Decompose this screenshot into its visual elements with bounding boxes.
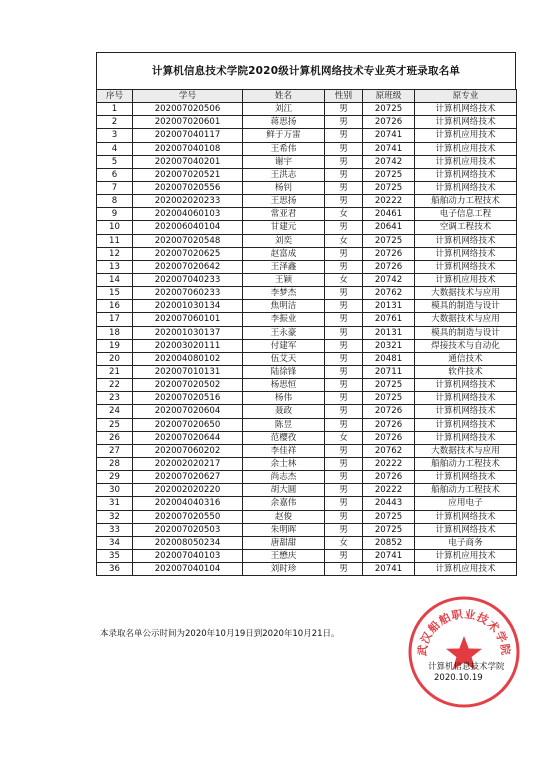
cell-index: 34 [97,536,133,549]
cell-student-id: 202007020506 [133,103,243,116]
cell-original-class: 20725 [363,510,415,523]
cell-gender: 男 [325,523,363,536]
cell-original-class: 20725 [363,168,415,181]
table-row [97,273,517,286]
cell-original-major: 计算机网络技术 [415,168,517,181]
cell-index: 6 [97,168,133,181]
cell-original-major: 计算机网络技术 [415,103,517,116]
cell-gender: 女 [325,234,363,247]
table-row [97,168,517,181]
cell-gender: 男 [325,365,363,378]
cell-index: 21 [97,365,133,378]
cell-student-id: 202007020627 [133,471,243,484]
cell-gender: 男 [325,116,363,129]
cell-original-major: 计算机网络技术 [415,392,517,405]
cell-original-major: 计算机网络技术 [415,471,517,484]
cell-original-class: 20222 [363,195,415,208]
cell-student-id: 202004080102 [133,352,243,365]
signature-block [428,662,505,684]
header-original-major: 原专业 [415,90,517,103]
cell-original-major: 模具的制造与设计 [415,300,517,313]
cell-name: 谢宇 [243,155,325,168]
cell-name: 李佳祥 [243,444,325,457]
cell-original-class: 20461 [363,208,415,221]
cell-original-major: 船舶动力工程技术 [415,457,517,470]
cell-gender: 男 [325,326,363,339]
header-student-id: 学号 [133,90,243,103]
table-row [97,142,517,155]
cell-original-class: 20761 [363,313,415,326]
cell-index: 11 [97,234,133,247]
table-row [97,129,517,142]
header-index: 序号 [97,90,133,103]
cell-original-class: 20711 [363,365,415,378]
cell-index: 24 [97,405,133,418]
cell-student-id: 202007040233 [133,273,243,286]
cell-original-class: 20443 [363,497,415,510]
cell-original-major: 计算机应用技术 [415,549,517,562]
cell-name: 余士林 [243,457,325,470]
cell-original-major: 通信技术 [415,352,517,365]
cell-original-major: 应用电子 [415,497,517,510]
cell-gender: 男 [325,471,363,484]
document-title: 计算机信息技术学院2020级计算机网络技术专业英才班录取名单 [96,52,516,89]
table-row [97,392,517,405]
cell-original-class: 20725 [363,523,415,536]
cell-original-class: 20725 [363,379,415,392]
cell-gender: 男 [325,405,363,418]
cell-name: 焦明洁 [243,300,325,313]
cell-gender: 男 [325,549,363,562]
cell-name: 杨伟 [243,392,325,405]
cell-name: 朱明晖 [243,523,325,536]
cell-student-id: 202007040103 [133,549,243,562]
cell-original-class: 20222 [363,457,415,470]
cell-original-major: 计算机网络技术 [415,418,517,431]
cell-original-class: 20725 [363,103,415,116]
cell-name: 甘建元 [243,221,325,234]
table-row [97,536,517,549]
cell-original-major: 软件技术 [415,365,517,378]
table-row [97,444,517,457]
table-row [97,471,517,484]
cell-index: 19 [97,339,133,352]
cell-student-id: 202007020625 [133,247,243,260]
cell-name: 王懋庆 [243,549,325,562]
cell-original-major: 计算机网络技术 [415,234,517,247]
cell-gender: 男 [325,352,363,365]
table-header-row [97,90,517,103]
notice-text: 本录取名单公示时间为2020年10月19日到2020年10月21日。 [100,629,340,639]
header-original-class: 原班级 [363,90,415,103]
cell-original-class: 20726 [363,247,415,260]
cell-student-id: 202007060202 [133,444,243,457]
cell-original-class: 20726 [363,431,415,444]
cell-gender: 男 [325,444,363,457]
cell-index: 12 [97,247,133,260]
cell-student-id: 202007020521 [133,168,243,181]
cell-index: 30 [97,484,133,497]
cell-original-class: 20741 [363,563,415,576]
cell-original-class: 20726 [363,405,415,418]
cell-student-id: 202007020548 [133,234,243,247]
cell-gender: 男 [325,103,363,116]
cell-gender: 男 [325,287,363,300]
cell-original-class: 20762 [363,444,415,457]
cell-name: 刘江 [243,103,325,116]
cell-index: 3 [97,129,133,142]
cell-index: 36 [97,563,133,576]
cell-original-class: 20726 [363,260,415,273]
table-row [97,195,517,208]
cell-student-id: 202007020642 [133,260,243,273]
cell-student-id: 202007020604 [133,405,243,418]
cell-original-major: 焊接技术与自动化 [415,339,517,352]
cell-name: 胡大圆 [243,484,325,497]
table-row [97,549,517,562]
cell-gender: 男 [325,497,363,510]
cell-name: 聂政 [243,405,325,418]
table-row [97,103,517,116]
cell-name: 余嘉伟 [243,497,325,510]
cell-original-major: 计算机网络技术 [415,405,517,418]
cell-student-id: 202001030134 [133,300,243,313]
cell-index: 35 [97,549,133,562]
cell-gender: 男 [325,510,363,523]
table-row [97,247,517,260]
cell-name: 伍艾天 [243,352,325,365]
cell-gender: 男 [325,379,363,392]
cell-gender: 男 [325,181,363,194]
table-row [97,523,517,536]
cell-student-id: 202007060233 [133,287,243,300]
table-row [97,457,517,470]
cell-index: 22 [97,379,133,392]
cell-index: 16 [97,300,133,313]
cell-index: 2 [97,116,133,129]
cell-original-major: 空调工程技术 [415,221,517,234]
cell-name: 李梦杰 [243,287,325,300]
cell-original-major: 电子信息工程 [415,208,517,221]
table-row [97,431,517,444]
cell-original-class: 20725 [363,181,415,194]
table-row [97,405,517,418]
cell-name: 王泽鑫 [243,260,325,273]
cell-index: 23 [97,392,133,405]
cell-student-id: 202007020556 [133,181,243,194]
table-row [97,352,517,365]
cell-original-class: 20641 [363,221,415,234]
table-row [97,181,517,194]
cell-student-id: 202007040108 [133,142,243,155]
cell-name: 王希伟 [243,142,325,155]
table-row [97,208,517,221]
cell-student-id: 202002020220 [133,484,243,497]
admission-table [96,89,517,576]
seal-text: 武汉船舶职业技术学院 [415,607,513,657]
cell-name: 杨思恒 [243,379,325,392]
cell-gender: 男 [325,142,363,155]
cell-original-major: 大数据技术与应用 [415,313,517,326]
cell-name: 常亚君 [243,208,325,221]
cell-student-id: 202002020217 [133,457,243,470]
cell-name: 赵俊 [243,510,325,523]
signature-dept: 计算机信息技术学院 [428,662,505,672]
cell-original-major: 计算机网络技术 [415,116,517,129]
cell-original-class: 20741 [363,549,415,562]
cell-name: 王永豪 [243,326,325,339]
cell-index: 31 [97,497,133,510]
cell-name: 李振业 [243,313,325,326]
cell-gender: 男 [325,168,363,181]
cell-index: 29 [97,471,133,484]
cell-student-id: 202007020644 [133,431,243,444]
cell-student-id: 202002020233 [133,195,243,208]
cell-student-id: 202001030137 [133,326,243,339]
official-seal [404,592,524,712]
cell-original-class: 20726 [363,418,415,431]
cell-original-major: 模具的制造与设计 [415,326,517,339]
table-row [97,287,517,300]
cell-student-id: 202004060103 [133,208,243,221]
cell-gender: 男 [325,247,363,260]
table-row [97,326,517,339]
cell-original-class: 20131 [363,300,415,313]
cell-original-major: 计算机应用技术 [415,155,517,168]
cell-original-class: 20726 [363,471,415,484]
cell-original-major: 计算机应用技术 [415,563,517,576]
cell-student-id: 202007020650 [133,418,243,431]
cell-gender: 女 [325,273,363,286]
cell-original-class: 20481 [363,352,415,365]
cell-index: 28 [97,457,133,470]
cell-index: 14 [97,273,133,286]
table-row [97,563,517,576]
admission-sheet [96,52,516,576]
cell-index: 20 [97,352,133,365]
cell-index: 8 [97,195,133,208]
cell-original-class: 20321 [363,339,415,352]
table-row [97,418,517,431]
cell-name: 王颖 [243,273,325,286]
table-row [97,484,517,497]
cell-name: 尚志杰 [243,471,325,484]
cell-name: 陈昱 [243,418,325,431]
table-row [97,510,517,523]
cell-name: 王思扬 [243,195,325,208]
table-row [97,221,517,234]
cell-index: 5 [97,155,133,168]
table-row [97,300,517,313]
cell-original-major: 计算机应用技术 [415,129,517,142]
cell-index: 32 [97,510,133,523]
cell-original-class: 20725 [363,234,415,247]
cell-name: 杨钊 [243,181,325,194]
cell-student-id: 202007010131 [133,365,243,378]
cell-original-major: 计算机网络技术 [415,247,517,260]
cell-gender: 女 [325,536,363,549]
cell-student-id: 202007020503 [133,523,243,536]
cell-index: 17 [97,313,133,326]
table-row [97,155,517,168]
cell-gender: 男 [325,300,363,313]
cell-student-id: 202003020111 [133,339,243,352]
cell-original-major: 计算机应用技术 [415,273,517,286]
cell-original-class: 20742 [363,273,415,286]
cell-original-major: 船舶动力工程技术 [415,195,517,208]
table-row [97,339,517,352]
cell-gender: 女 [325,208,363,221]
cell-original-major: 大数据技术与应用 [415,287,517,300]
cell-student-id: 202007020516 [133,392,243,405]
header-name: 姓名 [243,90,325,103]
cell-student-id: 202007020502 [133,379,243,392]
table-row [97,379,517,392]
cell-name: 唐甜甜 [243,536,325,549]
cell-gender: 男 [325,313,363,326]
cell-gender: 男 [325,260,363,273]
header-gender: 性别 [325,90,363,103]
cell-original-class: 20762 [363,287,415,300]
cell-index: 7 [97,181,133,194]
cell-gender: 男 [325,221,363,234]
cell-student-id: 202008050234 [133,536,243,549]
cell-name: 陆徐锋 [243,365,325,378]
table-row [97,260,517,273]
cell-original-major: 船舶动力工程技术 [415,484,517,497]
cell-index: 25 [97,418,133,431]
cell-index: 1 [97,103,133,116]
cell-index: 18 [97,326,133,339]
cell-gender: 男 [325,392,363,405]
cell-gender: 男 [325,457,363,470]
cell-index: 26 [97,431,133,444]
cell-index: 33 [97,523,133,536]
cell-student-id: 202007020550 [133,510,243,523]
cell-original-class: 20852 [363,536,415,549]
cell-original-major: 计算机网络技术 [415,379,517,392]
cell-student-id: 202007060101 [133,313,243,326]
cell-original-major: 电子商务 [415,536,517,549]
cell-gender: 男 [325,195,363,208]
cell-original-major: 计算机网络技术 [415,431,517,444]
cell-original-class: 20725 [363,392,415,405]
cell-original-major: 计算机网络技术 [415,510,517,523]
cell-gender: 男 [325,155,363,168]
cell-gender: 男 [325,484,363,497]
cell-index: 15 [97,287,133,300]
cell-name: 付建军 [243,339,325,352]
cell-gender: 男 [325,418,363,431]
cell-original-major: 计算机应用技术 [415,142,517,155]
cell-index: 10 [97,221,133,234]
cell-name: 范樱孜 [243,431,325,444]
cell-index: 13 [97,260,133,273]
cell-gender: 男 [325,339,363,352]
cell-index: 9 [97,208,133,221]
cell-index: 4 [97,142,133,155]
cell-original-class: 20742 [363,155,415,168]
table-row [97,365,517,378]
cell-name: 赵富成 [243,247,325,260]
cell-original-major: 大数据技术与应用 [415,444,517,457]
cell-name: 刘时珍 [243,563,325,576]
cell-original-class: 20726 [363,116,415,129]
cell-original-major: 计算机网络技术 [415,260,517,273]
table-row [97,234,517,247]
cell-student-id: 202006040104 [133,221,243,234]
cell-original-major: 计算机网络技术 [415,181,517,194]
cell-student-id: 202004040316 [133,497,243,510]
cell-gender: 女 [325,431,363,444]
table-row [97,116,517,129]
cell-student-id: 202007040117 [133,129,243,142]
cell-original-class: 20741 [363,129,415,142]
cell-original-class: 20741 [363,142,415,155]
cell-name: 刘奕 [243,234,325,247]
table-row [97,313,517,326]
cell-name: 鲜于万雷 [243,129,325,142]
cell-original-class: 20131 [363,326,415,339]
cell-name: 蒋思扬 [243,116,325,129]
cell-gender: 男 [325,563,363,576]
signature-date: 2020.10.19 [434,673,483,683]
table-body [97,103,517,576]
cell-original-class: 20222 [363,484,415,497]
table-row [97,497,517,510]
cell-student-id: 202007020601 [133,116,243,129]
cell-student-id: 202007040104 [133,563,243,576]
cell-original-major: 计算机网络技术 [415,523,517,536]
cell-name: 王洪志 [243,168,325,181]
cell-index: 27 [97,444,133,457]
cell-student-id: 202007040201 [133,155,243,168]
cell-gender: 男 [325,129,363,142]
